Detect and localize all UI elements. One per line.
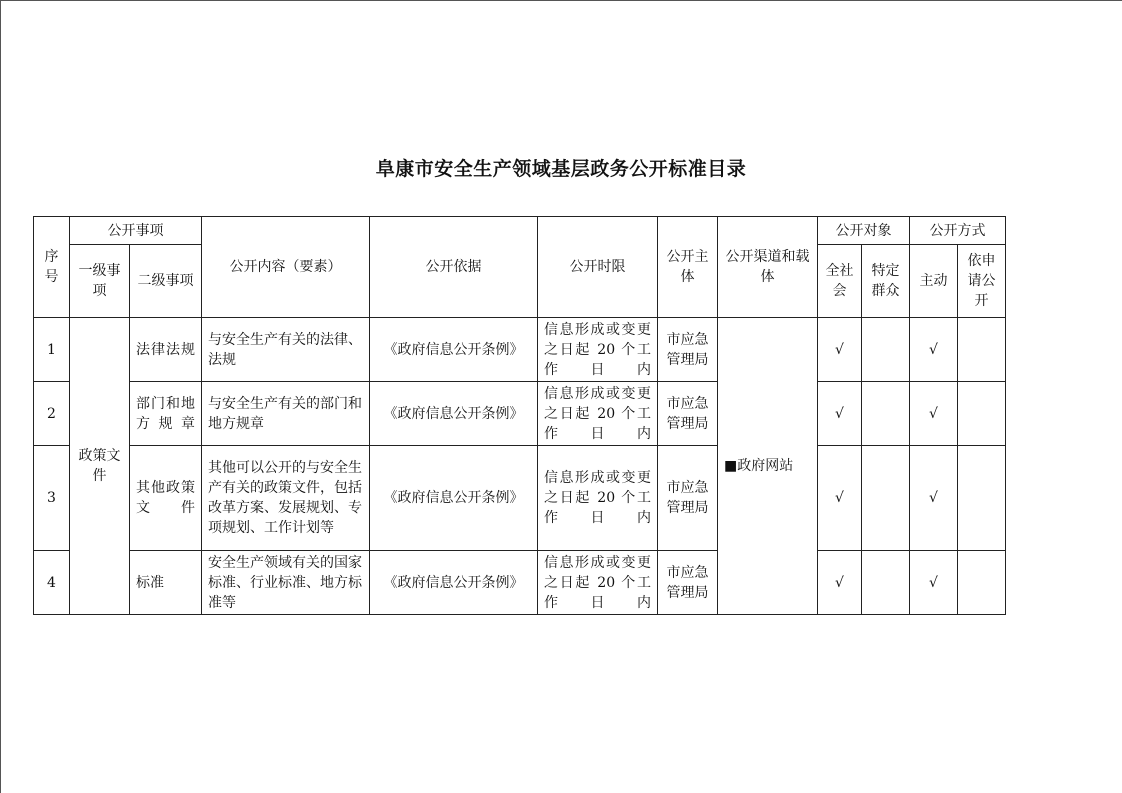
row-seq: 3: [34, 446, 70, 551]
header-content: 公开内容（要素）: [202, 217, 370, 318]
header-target-all: 全社会: [818, 245, 862, 318]
row-mode-request: [958, 318, 1006, 382]
header-mode-request: 依申请公开: [958, 245, 1006, 318]
row-subject: 市应急管理局: [658, 318, 718, 382]
row-basis: 《政府信息公开条例》: [370, 318, 538, 382]
row-content: 安全生产领域有关的国家标准、行业标准、地方标准等: [202, 551, 370, 615]
row-subject: 市应急管理局: [658, 551, 718, 615]
row-seq: 1: [34, 318, 70, 382]
row-level2: 其他政策文件: [130, 446, 202, 551]
header-items-group: 公开事项: [70, 217, 202, 245]
table-row: [34, 318, 1006, 382]
row-time-limit: 信息形成或变更之日起 20 个工作日内: [538, 551, 658, 615]
row-content: 与安全生产有关的法律、法规: [202, 318, 370, 382]
table-row: [34, 446, 1006, 551]
row-basis: 《政府信息公开条例》: [370, 446, 538, 551]
row-time-limit: 信息形成或变更之日起 20 个工作日内: [538, 382, 658, 446]
row-time-limit: 信息形成或变更之日起 20 个工作日内: [538, 446, 658, 551]
page-edge-left: [0, 0, 1, 793]
header-target-specific: 特定群众: [862, 245, 910, 318]
row-mode-active: √: [910, 446, 958, 551]
page-edge-top: [0, 0, 1122, 1]
row-basis: 《政府信息公开条例》: [370, 551, 538, 615]
catalog-table: [33, 216, 1006, 615]
row-level2: 部门和地方规章: [130, 382, 202, 446]
table-row: [34, 382, 1006, 446]
row-content: 与安全生产有关的部门和地方规章: [202, 382, 370, 446]
header-channel: 公开渠道和载体: [718, 217, 818, 318]
row-level2: 标准: [130, 551, 202, 615]
row-target-all: √: [818, 446, 862, 551]
row-target-specific: [862, 446, 910, 551]
row-mode-active: √: [910, 318, 958, 382]
document-title: 阜康市安全生产领域基层政务公开标准目录: [375, 158, 747, 180]
row-mode-request: [958, 551, 1006, 615]
channel-value: ■政府网站: [718, 318, 818, 615]
header-level1: 一级事项: [70, 245, 130, 318]
row-target-specific: [862, 382, 910, 446]
header-row-1: [34, 217, 1006, 245]
row-level2: 法律法规: [130, 318, 202, 382]
header-basis: 公开依据: [370, 217, 538, 318]
row-target-specific: [862, 318, 910, 382]
row-target-specific: [862, 551, 910, 615]
row-seq: 2: [34, 382, 70, 446]
row-mode-request: [958, 446, 1006, 551]
header-seq: 序号: [34, 217, 70, 318]
row-content: 其他可以公开的与安全生产有关的政策文件，包括改革方案、发展规划、专项规划、工作计划等: [202, 446, 370, 551]
header-subject: 公开主体: [658, 217, 718, 318]
row-target-all: √: [818, 382, 862, 446]
table-row: [34, 551, 1006, 615]
row-basis: 《政府信息公开条例》: [370, 382, 538, 446]
row-time-limit: 信息形成或变更之日起 20 个工作日内: [538, 318, 658, 382]
row-target-all: √: [818, 551, 862, 615]
header-mode-group: 公开方式: [910, 217, 1006, 245]
row-mode-active: √: [910, 551, 958, 615]
level1-item: 政策文件: [70, 318, 130, 615]
row-target-all: √: [818, 318, 862, 382]
header-time-limit: 公开时限: [538, 217, 658, 318]
row-mode-active: √: [910, 382, 958, 446]
row-subject: 市应急管理局: [658, 446, 718, 551]
row-seq: 4: [34, 551, 70, 615]
row-mode-request: [958, 382, 1006, 446]
header-mode-active: 主动: [910, 245, 958, 318]
row-subject: 市应急管理局: [658, 382, 718, 446]
header-target-group: 公开对象: [818, 217, 910, 245]
header-level2: 二级事项: [130, 245, 202, 318]
